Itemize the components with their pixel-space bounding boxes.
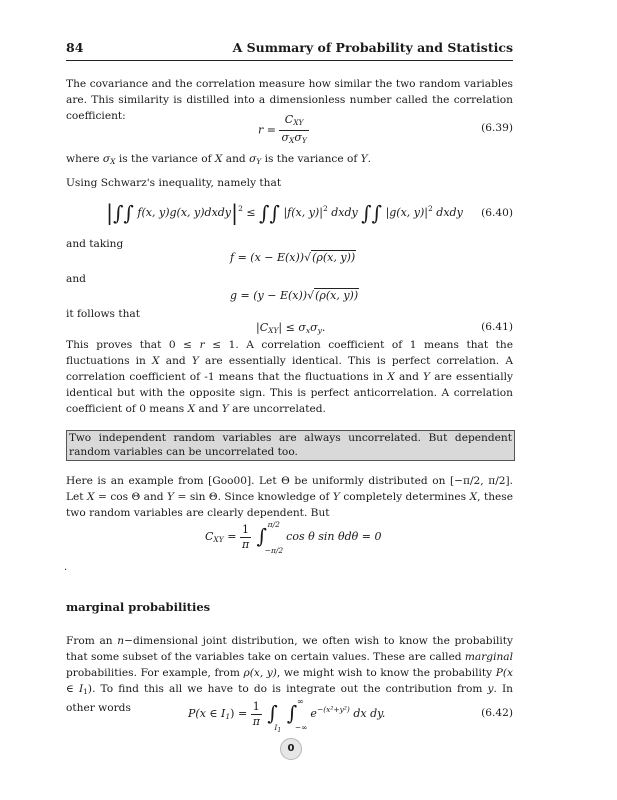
section-heading: marginal probabilities [66, 600, 211, 614]
equation-f: f = (x − E(x))√(ρ(x, y)) [230, 251, 356, 264]
page-indicator-badge[interactable]: 0 [280, 738, 302, 760]
fraction: $\frac{C_{XY}}{\sigma_X\sigma_Y}$ [279, 113, 308, 148]
and-taking-text: and taking [66, 238, 124, 250]
correlation-paragraph: This proves that 0 ≤ r ≤ 1. A correlation coefficient of 1 means that the fluctuations in X and Y are essentially identical. This is perfect correlation. A correlation coefficient of -1 means that the fluctuations in X and Y are essentially identical but with the opposite sign. This is perfect anticorrelation. A correlation coefficient of 0 means X and Y are uncorrelated. [66, 339, 514, 415]
running-header [66, 40, 513, 58]
it-follows-text: it follows that [66, 308, 140, 320]
equation-6-41: $|C_{XY}| \le \sigma_x\sigma_y$. [256, 321, 326, 335]
stray-period: . [64, 562, 68, 573]
equation-g: g = (y − E(x))√(ρ(x, y)) [230, 289, 359, 302]
eq-lhs: r = [258, 123, 276, 137]
page-number: 84 [66, 40, 84, 55]
and-text: and [66, 273, 86, 285]
marginal-paragraph: From an n−dimensional joint distribution, we often wish to know the probability that some subset of the variables take on certain values. These are called marginal probabilities. For example, from ρ(x, y), we might wish to know the probability P(x ∈ $I_1$). To find this all we have to do is integrate out the contribution from y. In other words [66, 635, 513, 714]
example-paragraph: Here is an example from [Goo00]. Let Θ be uniformly distributed on [−π/2, π/2]. Let X = cos Θ and Y = sin Θ. Since knowledge of Y completely determines X, these two random variables are clearly dependent. But [66, 475, 513, 519]
equation-number-6-41: (6.41) [481, 321, 513, 333]
equation-6-42: P(x ∈ $I_1$) = $\frac{1}{\pi}$ ∫ $I_1$ ∫ ∞ −∞ $e^{-(x^2+y^2)}$ dx dy. [188, 697, 386, 734]
header-rule [66, 60, 513, 61]
equation-number-6-39: (6.39) [481, 122, 513, 134]
schwarz-sentence: Using Schwarz's inequality, namely that [66, 177, 282, 189]
highlight-box: Two independent random variables are always uncorrelated. But dependent random variables can be uncorrelated too. [66, 430, 515, 461]
where-sentence: where $\sigma_X$ is the variance of X and $\sigma_Y$ is the variance of Y. [66, 153, 372, 166]
chapter-title: A Summary of Probability and Statistics [232, 40, 513, 55]
equation-6-40: |∫∫ f(x, y)g(x, $y)dxdy|^2$ ≤ ∫∫ |f(x, $y)|^2$ dxdy ∫∫ |g(x, $y)|^2$ dxdy [106, 201, 463, 225]
equation-number-6-42: (6.42) [481, 707, 513, 719]
equation-6-39 [258, 113, 309, 148]
equation-cxy-integral: $C_{XY}$ = $\frac{1}{\pi}$ ∫ π/2 −π/2 cos θ sin θdθ = 0 [205, 520, 382, 555]
equation-number-6-40: (6.40) [481, 207, 513, 219]
intro-paragraph: The covariance and the correlation measure how similar the two random variables are. This similarity is distilled into a dimensionless number called the correlation coefficient: [66, 78, 513, 122]
